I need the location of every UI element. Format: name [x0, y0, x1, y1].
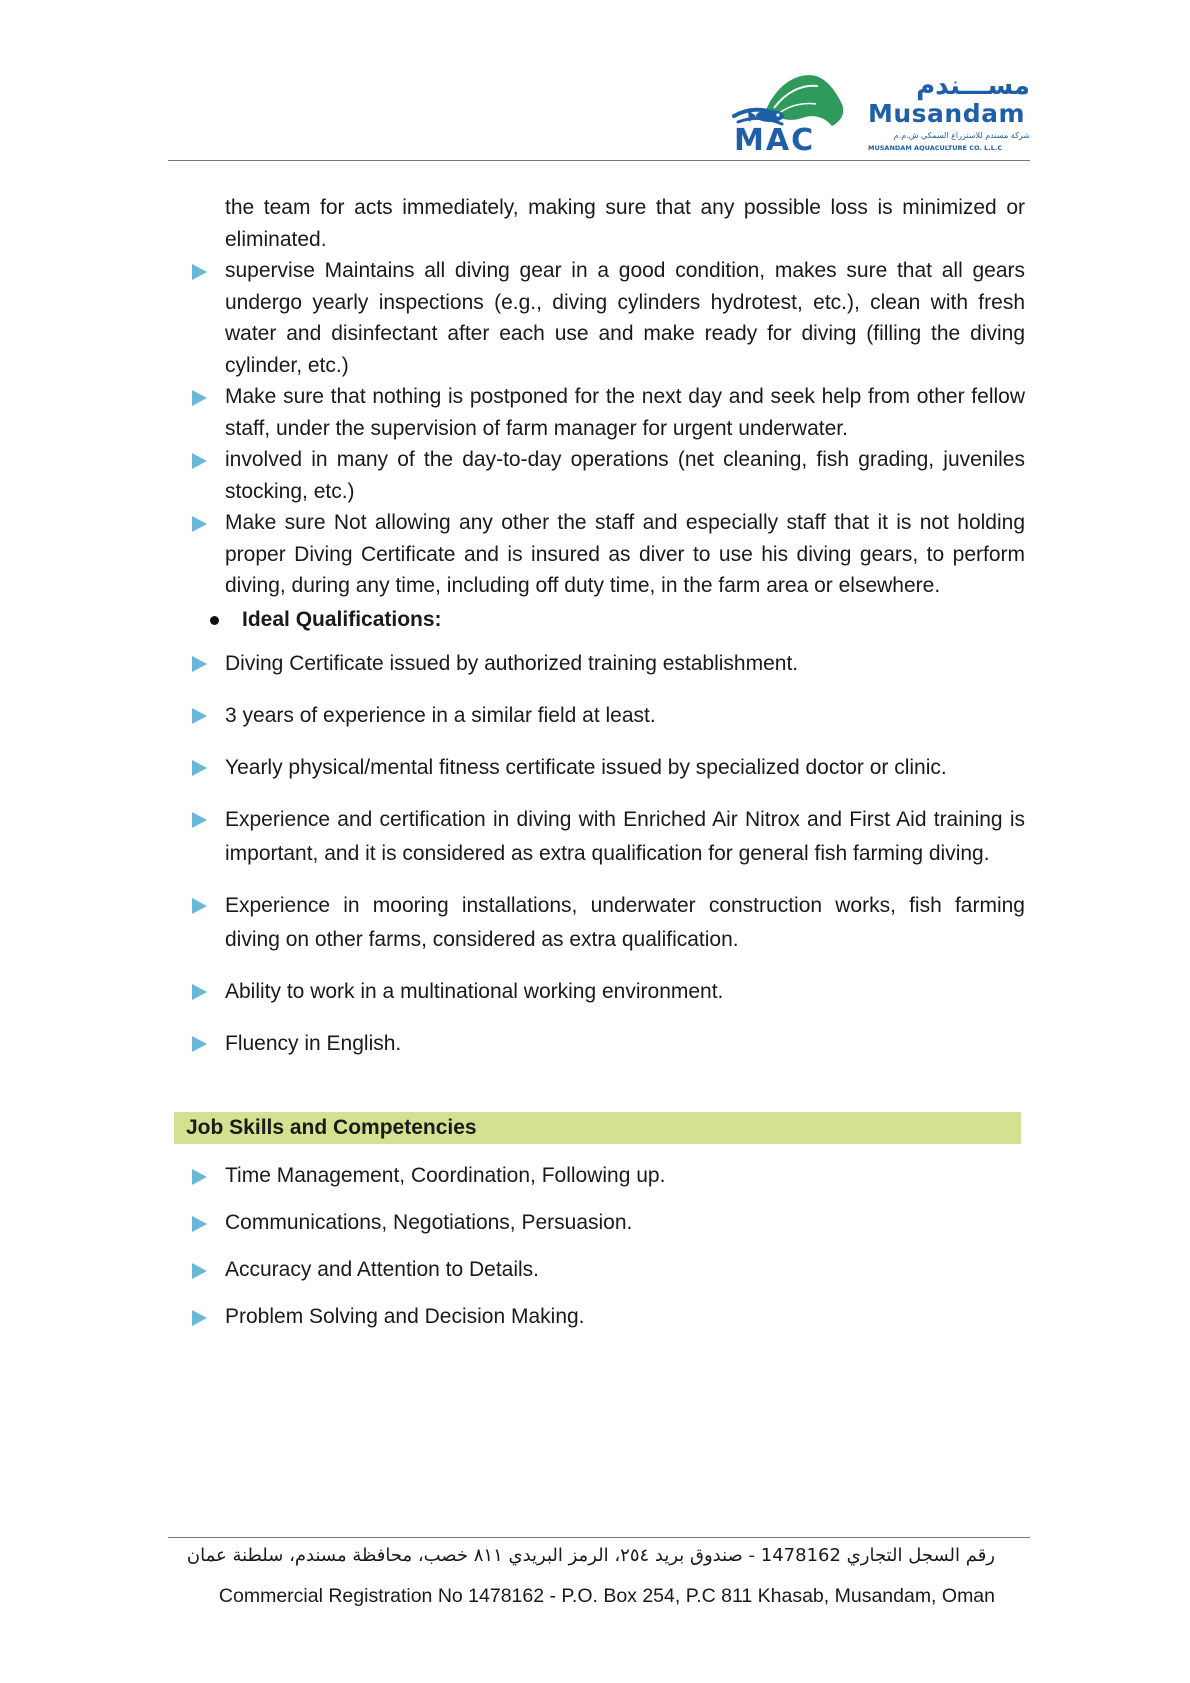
skills-list: [190, 1160, 1025, 1332]
list-item-text: Make sure that nothing is postponed for the next day and seek help from other fellow staff, under the supervision of farm manager for urgent underwater.: [225, 385, 1025, 440]
logo-company-name: Musandam: [868, 99, 1026, 128]
section-header-band: [174, 1112, 1021, 1144]
logo-english-subtitle: MUSANDAM AQUACULTURE CO. L.L.C: [868, 144, 1003, 152]
list-item: [190, 975, 1025, 1009]
arrow-bullet-icon: [192, 812, 207, 828]
duties-list: [190, 255, 1025, 602]
qualifications-heading: [190, 604, 1025, 636]
logo-mark-text: MAC: [734, 123, 816, 156]
arrow-bullet-icon: [192, 1310, 207, 1326]
arrow-bullet-icon: [192, 760, 207, 776]
arrow-bullet-icon: [192, 984, 207, 1000]
list-item-text: Time Management, Coordination, Following up.: [225, 1164, 666, 1187]
arrow-bullet-icon: [192, 1263, 207, 1279]
list-item-text: Experience in mooring installations, underwater construction works, fish farming diving on other farms, considered as extra qualification.: [225, 894, 1025, 951]
footer-english-address: Commercial Registration No 1478162 - P.O. Box 254, P.C 811 Khasab, Musandam, Oman: [218, 1585, 995, 1607]
list-item-text: Ability to work in a multinational working environment.: [225, 980, 724, 1003]
list-item: [190, 1027, 1025, 1061]
list-item-text: Diving Certificate issued by authorized training establishment.: [225, 652, 799, 675]
qualifications-list: [190, 647, 1025, 1061]
arrow-bullet-icon: [192, 1036, 207, 1052]
list-item: [190, 1301, 1025, 1332]
list-item: [190, 381, 1025, 444]
duty-continuation: the team for acts immediately, making sure that any possible loss is minimized or eliminated.: [225, 196, 1025, 251]
list-item: [190, 751, 1025, 785]
footer-divider: [168, 1537, 1030, 1538]
arrow-bullet-icon: [192, 1169, 207, 1185]
list-item-text: Make sure Not allowing any other the staff and especially staff that it is not holding proper Diving Certificate and is insured as diver to use his diving gears, to perform diving, during any time, including off duty time, in the farm area or elsewhere.: [225, 511, 1025, 597]
list-item: [190, 647, 1025, 681]
list-item: [190, 1254, 1025, 1285]
arrow-bullet-icon: [192, 708, 207, 724]
list-item-text: 3 years of experience in a similar field at least.: [225, 704, 656, 727]
list-item-text: Yearly physical/mental fitness certificate issued by specialized doctor or clinic.: [225, 756, 947, 779]
list-item-text: Problem Solving and Decision Making.: [225, 1305, 585, 1328]
arrow-bullet-icon: [192, 453, 207, 469]
list-item: [190, 889, 1025, 957]
footer-arabic-address: رقم السجل التجاري 1478162 - صندوق بريد ٢٥٤، الرمز البريدي ٨١١ خصب، محافظة مسندم، سلطنة عمان: [186, 1545, 995, 1566]
list-item-text: Communications, Negotiations, Persuasion.: [225, 1211, 633, 1234]
list-item: [190, 444, 1025, 507]
qualifications-heading-text: Ideal Qualifications:: [242, 607, 442, 631]
list-item-text: involved in many of the day-to-day operations (net cleaning, fish grading, juveniles stocking, etc.): [225, 448, 1025, 503]
header-divider: [168, 160, 1030, 161]
list-item-text: Experience and certification in diving with Enriched Air Nitrox and First Aid training is important, and it is considered as extra qualification for general fish farming diving.: [225, 808, 1025, 865]
list-item: [190, 1207, 1025, 1238]
logo-arabic-name: مســـندم: [916, 71, 1030, 101]
page-header: [168, 70, 1030, 160]
arrow-bullet-icon: [192, 516, 207, 532]
list-item-text: Fluency in English.: [225, 1032, 402, 1055]
list-item: [190, 699, 1025, 733]
skills-section: [190, 1160, 1025, 1348]
arrow-bullet-icon: [192, 390, 207, 406]
list-item-text: supervise Maintains all diving gear in a good condition, makes sure that all gears undergo yearly inspections (e.g., diving cylinders hydrotest, etc.), clean with fresh water and disinfectant after each use and make ready for diving (filling the diving cylinder, etc.): [225, 259, 1025, 377]
list-item-text: Accuracy and Attention to Details.: [225, 1258, 540, 1281]
round-bullet-icon: [210, 616, 219, 625]
company-logo: [728, 70, 1030, 156]
list-item: [190, 1160, 1025, 1191]
list-item: [190, 255, 1025, 381]
logo-arabic-subtitle: شركة مسندم للاستزراع السمكي ش.م.م: [893, 131, 1030, 140]
arrow-bullet-icon: [192, 1216, 207, 1232]
mac-logo-icon: [728, 70, 848, 156]
skills-heading: Job Skills and Competencies: [186, 1116, 477, 1139]
logo-wordmark: [868, 72, 1030, 153]
arrow-bullet-icon: [192, 264, 207, 280]
arrow-bullet-icon: [192, 898, 207, 914]
document-body: [190, 192, 1025, 1061]
arrow-bullet-icon: [192, 656, 207, 672]
list-item: [190, 803, 1025, 871]
list-item: [190, 507, 1025, 602]
